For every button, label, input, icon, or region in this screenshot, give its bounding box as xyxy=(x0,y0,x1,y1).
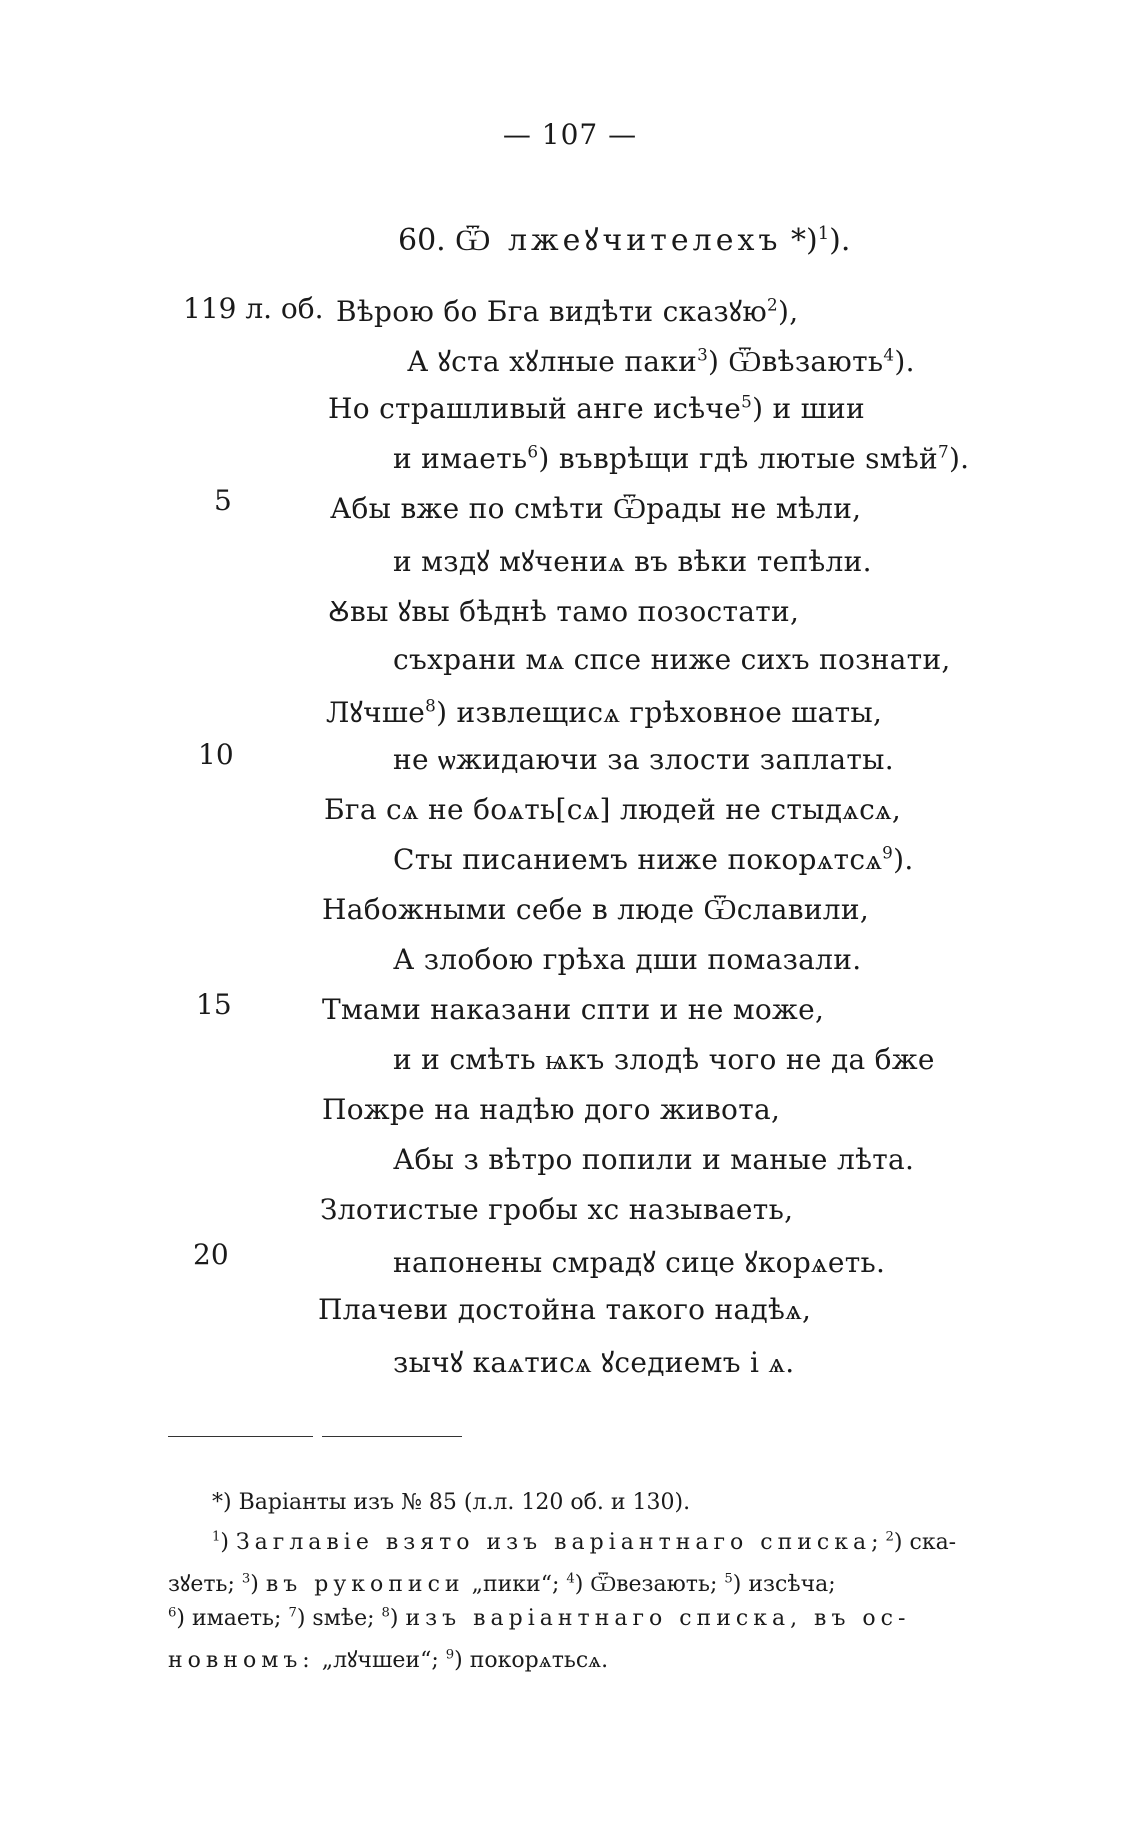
verse-line: Пожре на надѣю дого живота, xyxy=(322,1093,781,1126)
footnote-line: зꙋеть; $^3$) въ рукописи „пики“; $^4$) Ѿвезають; $^5$) изсѣча; xyxy=(168,1571,836,1597)
title-close: ). xyxy=(829,223,851,258)
verse-line: Абы з вѣтро попили и маные лѣта. xyxy=(393,1143,915,1176)
verse-line: Лꙋчше$^8$) извлещисѧ грѣховное шаты, xyxy=(326,695,883,729)
verse-line: Но страшливый анге исѣче$^5$) и шии xyxy=(328,391,865,425)
footnote-line: новномъ: „лꙋчшеи“; $^9$) покорѧтьсѧ. xyxy=(168,1647,609,1673)
verse-line: А злобою грѣха дши помазали. xyxy=(393,943,862,976)
footnote-rule xyxy=(168,1436,313,1437)
verse-line: и и смѣть ѩкъ злодѣ чого не да бже xyxy=(393,1043,935,1076)
footnote-line: $^6$) имаеть; $^7$) ѕмѣе; $^8$) изъ варіантнаго списка, въ ос- xyxy=(168,1605,911,1631)
verse-line: напонены смрадꙋ сице ꙋкорѧеть. xyxy=(393,1246,886,1279)
line-number-10: 10 xyxy=(198,738,234,771)
verse-line: зычꙋ каѧтисѧ ꙋседиемъ і ѧ. xyxy=(393,1346,795,1379)
verse-line: Ꙋвы ꙋвы бѣднѣ тамо позостати, xyxy=(328,595,800,628)
verse-line: Сты писаниемъ ниже покорѧтсѧ$^9$). xyxy=(393,842,914,876)
line-number-15: 15 xyxy=(196,988,232,1021)
verse-line: Набожными себе в люде Ѿславили, xyxy=(322,893,870,926)
line-number-5: 5 xyxy=(214,484,232,517)
page-number: — 107 — xyxy=(502,118,638,151)
verse-line: А ꙋста хꙋлные паки$^3$) Ѿвѣзають$^4$). xyxy=(407,344,915,378)
footnote-line: $^1$) Заглавіе взято изъ варіантнаго списка; $^2$) ска- xyxy=(212,1529,957,1555)
verse-line: Тмами наказани спти и не може, xyxy=(322,993,825,1026)
poem-number: 60. xyxy=(398,223,446,258)
verse-line: Плачеви достойна такого надѣѧ, xyxy=(318,1293,812,1326)
verse-line: и имаеть$^6$) въврѣщи гдѣ лютые ѕмѣй$^7$). xyxy=(393,441,970,475)
verse-line: Абы вже по смѣти Ѿрады не мѣли, xyxy=(330,492,862,525)
verse-line: Вѣрою бо Бга видѣти сказꙋю$^2$), xyxy=(336,294,799,328)
verse-line: и мздꙋ мꙋчениѧ въ вѣки тепѣли. xyxy=(393,545,872,578)
folio-reference: 119 л. об. xyxy=(183,292,324,325)
title-asterisk: *) xyxy=(791,223,818,258)
poem-title xyxy=(398,218,850,259)
verse-line: не ѡжидаючи за злости заплаты. xyxy=(393,743,894,776)
line-number-20: 20 xyxy=(193,1238,229,1271)
title-note-ref: 1 xyxy=(817,223,830,244)
poem-title-text: Ѿ лжеꙋчителехъ xyxy=(455,223,782,258)
footnote-variants: *) Варіанты изъ № 85 (л.л. 120 об. и 130). xyxy=(212,1490,691,1515)
verse-line: Злотистые гробы хс называеть, xyxy=(320,1193,794,1226)
footnote-rule xyxy=(322,1436,462,1437)
verse-line: Бга сѧ не боѧть[сѧ] людей не стыдѧсѧ, xyxy=(324,793,902,826)
verse-line: съхрани мѧ спсе ниже сихъ познати, xyxy=(393,643,951,676)
